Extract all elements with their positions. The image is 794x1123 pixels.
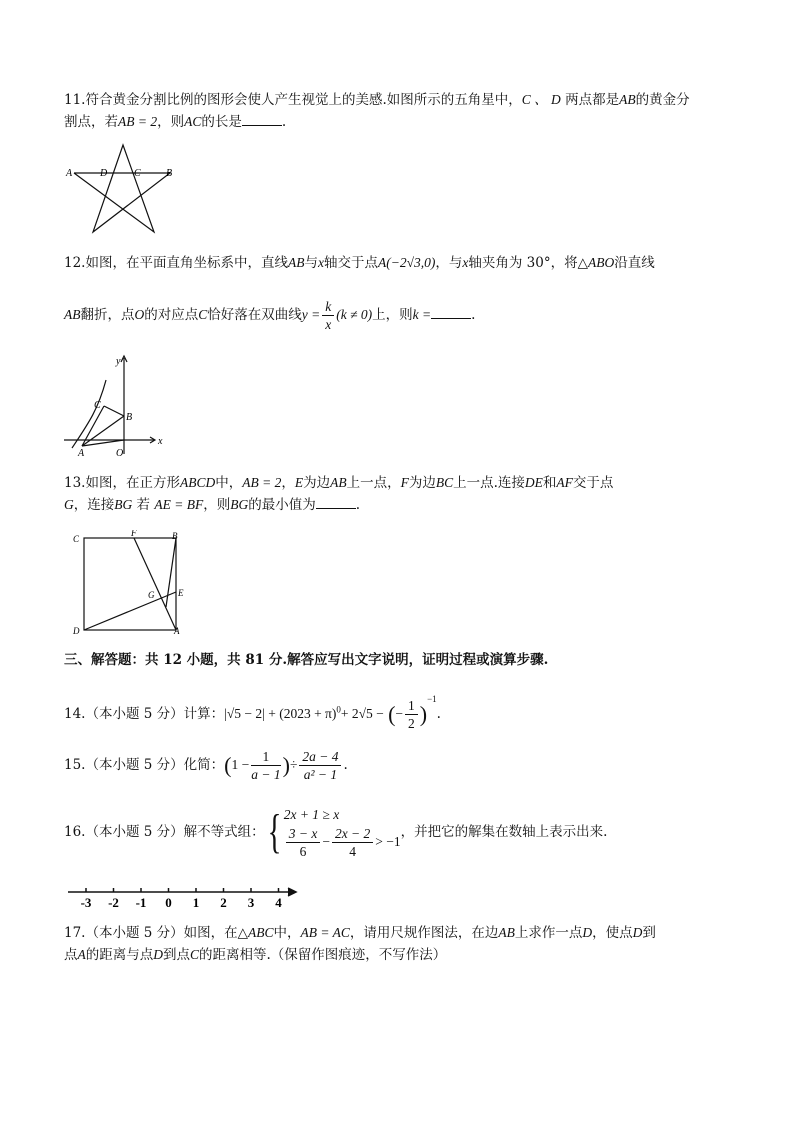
question-14: 14.（本小题 5 分）计算：$|√5 - 2| + (2023 + \pi)^0+ 2√5$ − (− $\frac{1}{2}$ )$^{-1}$. [64,694,441,731]
tick-label: 4 [275,895,282,910]
fraction-one-half: $\frac{1}{2}$ [405,697,418,732]
label-C: C [73,534,80,544]
fraction-2x-2-over-4: $\frac{2x - 2}{4}$ [332,825,373,860]
answer-blank [316,494,356,509]
label-A: A [78,448,85,458]
label-B: B [126,412,133,423]
label-B: B [172,531,178,541]
label-y: y [116,356,121,367]
number-line [66,882,306,910]
star-figure [62,140,186,236]
question-17: 17.（本小题 5 分）如图，在△ABC中，AB = AC，请用尺规作图法，在边AB上求作一点D，使点D到 点A的距离与点D到点C的距离相等.（保留作图痕迹，不写作法） [64,925,656,963]
question-15: 15.（本小题 5 分）化简：(1 − $\frac{1}{a - 1}$ )÷ $\frac{2a - 4}{\text{a² − 1}}$ . [64,749,348,782]
question-12: 12.如图，在平面直角坐标系中，直线AB与x轴交于点A(−2√3,0)，与x轴夹角为 30°，将△ABO沿直线 [64,255,655,271]
fraction-2a-4-over-a2-1: $\frac{2a - 4}{\text{a² − 1}}$ [299,748,341,783]
label-A: A [174,626,180,636]
tick-label: 3 [247,895,255,910]
fraction-3-minus-x-over-6: $\frac{3 - x}{6}$ [286,825,321,860]
tick-label: -1 [135,895,147,910]
label-F: F [131,530,137,538]
square-figure [70,530,188,636]
label-O: O [116,448,124,458]
label-A: A [66,168,73,179]
tick-label: -3 [80,895,92,910]
tick-label: 1 [192,895,200,910]
label-C: C [94,400,101,411]
section-heading: 三、解答题：共 12 小题，共 81 分.解答应写出文字说明，证明过程或演算步骤. [64,652,549,668]
label-C: C [134,168,141,179]
tick-label: 0 [165,895,172,910]
label-E: E [178,588,184,598]
question-13: 13.如图，在正方形ABCD中，AB = 2，E为边AB上一点，F为边BC上一点.连接DE和AF交于点 G，连接BG 若 AE = BF，则BG的最小值为 . [64,475,614,513]
label-D: D [100,168,108,179]
tick-label: -2 [108,895,119,910]
fraction-1-over-a-minus-1: $\frac{1}{a - 1}$ [251,749,281,782]
label-D: D [73,626,80,636]
fraction-k-over-x: $\frac{k}{x}$ [322,298,334,333]
question-16: 16.（本小题 5 分）解不等式组： { 2x + 1 ≥ x $\frac{3 - x}{6}$ − $\frac{2x - 2}{4}$ > −1 ，并把它的解集在数轴上表示出来. [64,805,608,859]
question-11: 11.符合黄金分割比例的图形会使人产生视觉上的美感.如图所示的五角星中，C 、 D 两点都是AB的黄金分 割点，若AB = 2，则AC的长是 . [64,92,690,130]
tick-label: 2 [220,895,227,910]
question-12-line2: AB翻折，点O的对应点C恰好落在双曲线y = $\frac{k}{x}$ (k ≠ 0)上，则k = . [64,299,476,332]
label-x: x [158,436,163,447]
answer-blank [431,304,471,319]
answer-blank [242,111,282,126]
label-B: B [166,168,173,179]
coordinate-figure [62,352,166,458]
label-G: G [148,590,155,600]
